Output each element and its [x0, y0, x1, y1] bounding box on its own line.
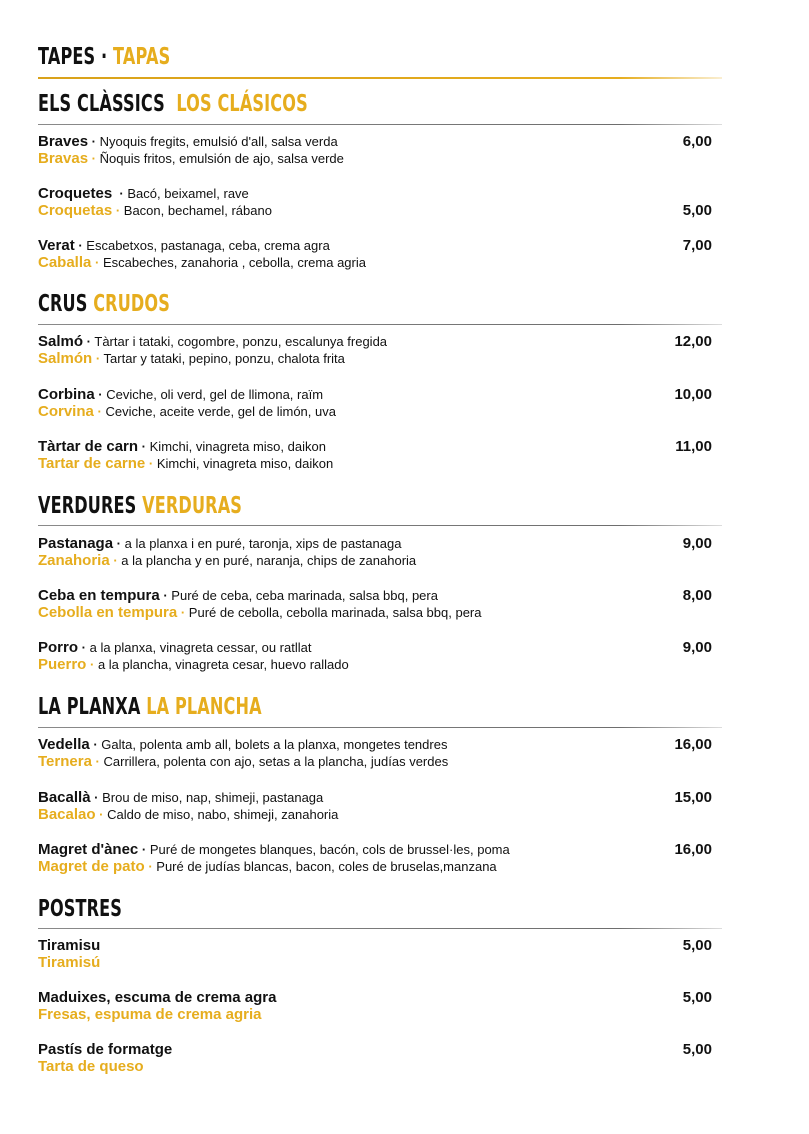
section-title-ca: ELS CLÀSSICS	[38, 91, 165, 117]
item-desc-ca: a la planxa i en puré, taronja, xips de pastanaga	[124, 536, 402, 551]
item-desc-es: Ñoquis fritos, emulsión de ajo, salsa verde	[99, 151, 344, 166]
item-name-ca: Verat	[38, 237, 75, 254]
menu-item-braves: Braves · Nyoquis fregits, emulsió d'all, salsa verda Bravas · Ñoquis fritos, emulsión de ajo, salsa verde 6,00	[38, 133, 712, 167]
item-desc-es: a la plancha y en puré, naranja, chips de zanahoria	[121, 553, 417, 568]
item-name-es: Tiramisú	[38, 954, 101, 971]
item-name-ca: Ceba en tempura	[38, 587, 160, 604]
item-price: 5,00	[682, 989, 712, 1006]
item-desc-ca: Escabetxos, pastanaga, ceba, crema agra	[86, 238, 330, 253]
item-name-ca: Vedella	[38, 736, 90, 753]
item-desc-es: Escabeches, zanahoria , cebolla, crema agria	[102, 255, 366, 270]
item-name-ca: Braves	[38, 133, 89, 150]
menu-item-vedella: Vedella · Galta, polenta amb all, bolets a la planxa, mongetes tendres Ternera · Carrillera, polenta con ajo, setas a la plancha, judías verdes 16,00	[38, 736, 712, 770]
item-desc-ca: Kimchi, vinagreta miso, daikon	[149, 439, 326, 454]
menu-title	[38, 42, 227, 71]
item-price: 12,00	[674, 333, 712, 350]
item-name-es: Tarta de queso	[38, 1058, 144, 1075]
menu-title-ca: TAPES	[38, 44, 96, 70]
item-price: 10,00	[674, 386, 712, 403]
section-title-crudos	[38, 289, 227, 318]
item-desc-es: Puré de judías blancas, bacon, coles de bruselas,manzana	[156, 859, 497, 874]
item-price: 16,00	[674, 736, 712, 753]
menu-item-porro: Porro · a la planxa, vinagreta cessar, ou ratllat Puerro · a la plancha, vinagreta cesar, huevo rallado 9,00	[38, 639, 712, 673]
menu-item-ceba-tempura: Ceba en tempura · Puré de ceba, ceba marinada, salsa bbq, pera Cebolla en tempura · Puré de cebolla, cebolla marinada, salsa bbq, pera 8,00	[38, 587, 712, 621]
item-desc-ca: a la planxa, vinagreta cessar, ou ratllat	[89, 640, 312, 655]
item-name-es: Cebolla en tempura	[38, 604, 178, 621]
section-title-ca: LA PLANXA	[38, 694, 141, 720]
item-desc-es: Ceviche, aceite verde, gel de limón, uva	[105, 404, 336, 419]
menu-title-divider	[38, 77, 722, 79]
item-desc-ca: Puré de ceba, ceba marinada, salsa bbq, pera	[171, 588, 438, 603]
section-title-clasicos	[38, 89, 423, 118]
item-name-ca: Tiramisu	[38, 937, 101, 954]
menu-title-es: TAPAS	[113, 44, 171, 70]
item-name-ca: Magret d'ànec	[38, 841, 139, 858]
menu-item-bacalla: Bacallà · Brou de miso, nap, shimeji, pastanaga Bacalao · Caldo de miso, nabo, shimeji, zanahoria 15,00	[38, 789, 712, 823]
item-price: 6,00	[682, 133, 712, 150]
menu-item-magret: Magret d'ànec · Puré de mongetes blanques, bacón, cols de brussel·les, poma Magret de pato · Puré de judías blancas, bacon, coles de bruselas,manzana 16,00	[38, 841, 712, 875]
menu-item-pastis-formatge	[38, 1041, 712, 1075]
menu-item-tartar-carn: Tàrtar de carn · Kimchi, vinagreta miso, daikon Tartar de carne · Kimchi, vinagreta miso, daikon 11,00	[38, 438, 712, 472]
item-price: 8,00	[682, 587, 712, 604]
item-name-ca: Porro	[38, 639, 79, 656]
item-name-es: Bravas	[38, 150, 89, 167]
item-price: 5,00	[682, 937, 712, 954]
section-title-es: VERDURAS	[142, 493, 243, 519]
item-name-ca: Tàrtar de carn	[38, 438, 139, 455]
menu-item-maduixes	[38, 989, 712, 1023]
item-desc-es: Puré de cebolla, cebolla marinada, salsa bbq, pera	[188, 605, 482, 620]
item-name-ca: Corbina	[38, 386, 95, 403]
menu-item-tiramisu	[38, 937, 712, 971]
item-desc-es: Kimchi, vinagreta miso, daikon	[156, 456, 334, 471]
section-title-postres	[38, 894, 158, 923]
item-desc-ca: Nyoquis fregits, emulsió d'all, salsa verda	[99, 134, 338, 149]
item-price: 15,00	[674, 789, 712, 806]
item-price: 16,00	[674, 841, 712, 858]
item-name-es: Fresas, espuma de crema agria	[38, 1006, 262, 1023]
item-price: 11,00	[675, 438, 712, 455]
item-desc-es: Carrillera, polenta con ajo, setas a la plancha, judías verdes	[103, 754, 449, 769]
item-name-es: Puerro	[38, 656, 87, 673]
menu-item-corbina: Corbina · Ceviche, oli verd, gel de llimona, raïm Corvina · Ceviche, aceite verde, gel de limón, uva 10,00	[38, 386, 712, 420]
item-desc-es: Tartar y tataki, pepino, ponzu, chalota frita	[103, 351, 345, 366]
item-desc-ca: Ceviche, oli verd, gel de llimona, raïm	[106, 387, 324, 402]
section-title-plancha	[38, 692, 358, 721]
item-desc-ca: Galta, polenta amb all, bolets a la planxa, mongetes tendres	[101, 737, 448, 752]
section-divider	[38, 324, 722, 325]
item-name-es: Salmón	[38, 350, 93, 367]
item-desc-ca: Bacó, beixamel, rave	[127, 186, 249, 201]
item-price: 9,00	[682, 639, 712, 656]
menu-item-salmo: Salmó · Tàrtar i tataki, cogombre, ponzu, escalunya fregida Salmón · Tartar y tataki, pepino, ponzu, chalota frita 12,00	[38, 333, 712, 367]
item-desc-ca: Tàrtar i tataki, cogombre, ponzu, escalunya fregida	[94, 334, 388, 349]
item-name-es: Magret de pato	[38, 858, 145, 875]
item-name-ca: Croquetes	[38, 185, 113, 202]
item-name-es: Tartar de carne	[38, 455, 146, 472]
section-divider	[38, 928, 722, 929]
item-name-es: Caballa	[38, 254, 92, 271]
item-name-ca: Salmó	[38, 333, 84, 350]
section-title-verduras	[38, 491, 329, 520]
item-price: 5,00	[682, 1041, 712, 1058]
item-price: 7,00	[682, 237, 712, 254]
section-title-es: CRUDOS	[93, 291, 170, 317]
item-desc-es: a la plancha, vinagreta cesar, huevo rallado	[97, 657, 349, 672]
section-divider	[38, 124, 722, 125]
section-title-ca: VERDURES	[38, 493, 137, 519]
section-divider	[38, 525, 722, 526]
item-price: 9,00	[682, 535, 712, 552]
section-title-es: LA PLANCHA	[146, 694, 262, 720]
section-title-ca: POSTRES	[38, 896, 123, 922]
item-name-ca: Pastanaga	[38, 535, 114, 552]
item-desc-ca: Brou de miso, nap, shimeji, pastanaga	[102, 790, 324, 805]
menu-item-verat: Verat · Escabetxos, pastanaga, ceba, crema agra Caballa · Escabeches, zanahoria , cebolla, crema agria 7,00	[38, 237, 712, 271]
menu-title-separator: ·	[101, 44, 108, 70]
item-desc-es: Bacon, bechamel, rábano	[123, 203, 272, 218]
item-name-es: Bacalao	[38, 806, 96, 823]
section-divider	[38, 727, 722, 728]
section-title-ca: CRUS	[38, 291, 88, 317]
item-name-ca: Pastís de formatge	[38, 1041, 173, 1058]
menu-item-croquetes: Croquetes · Bacó, beixamel, rave Croquetas · Bacon, bechamel, rábano 5,00	[38, 185, 712, 219]
item-desc-ca: Puré de mongetes blanques, bacón, cols de brussel·les, poma	[149, 842, 510, 857]
item-name-es: Ternera	[38, 753, 92, 770]
item-price: 5,00	[682, 202, 712, 219]
menu-item-pastanaga: Pastanaga · a la planxa i en puré, taronja, xips de pastanaga Zanahoria · a la plancha y en puré, naranja, chips de zanahoria 9,00	[38, 535, 712, 569]
item-name-ca: Bacallà	[38, 789, 91, 806]
item-name-es: Croquetas	[38, 202, 113, 219]
section-title-es: LOS CLÁSICOS	[176, 91, 308, 117]
item-name-es: Zanahoria	[38, 552, 110, 569]
item-desc-es: Caldo de miso, nabo, shimeji, zanahoria	[107, 807, 339, 822]
item-name-es: Corvina	[38, 403, 94, 420]
item-name-ca: Maduixes, escuma de crema agra	[38, 989, 277, 1006]
